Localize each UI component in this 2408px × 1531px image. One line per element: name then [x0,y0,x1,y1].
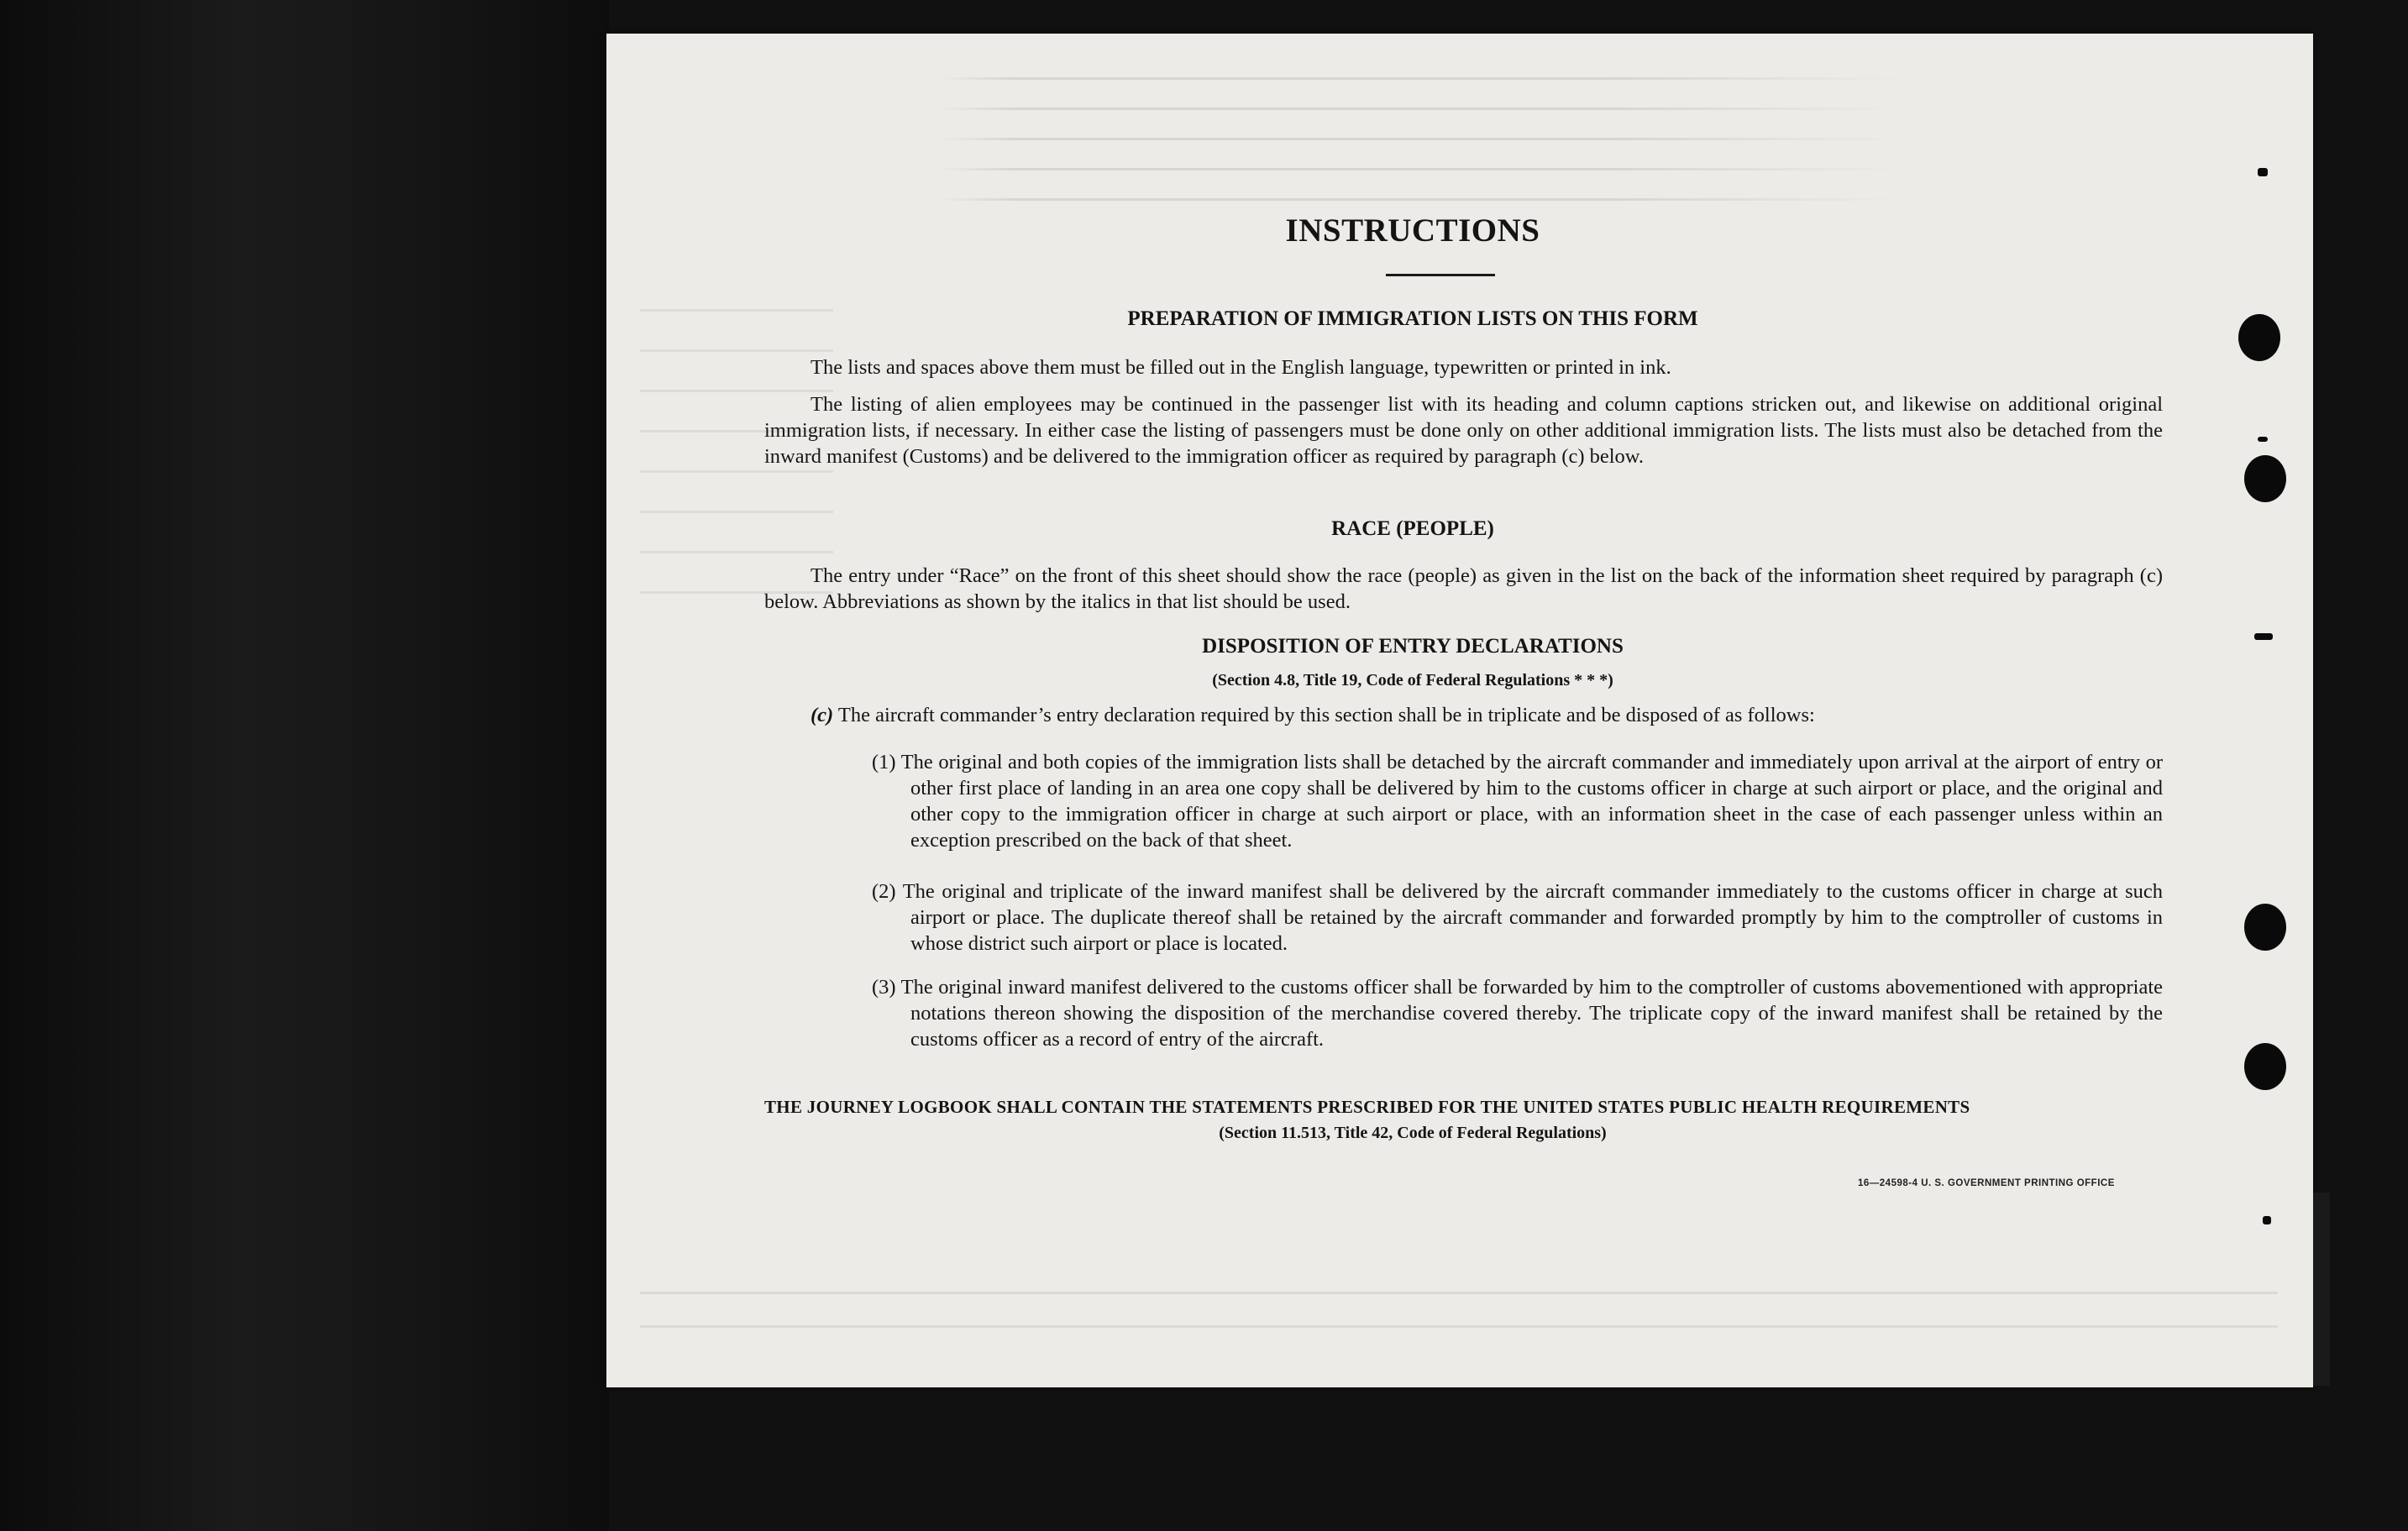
paragraph-c-intro [764,702,2163,728]
list-item [850,749,2163,853]
edge-mark [2258,168,2268,176]
paragraph-language: The lists and spaces above them must be filled out in the English language, typewritten or printed in ink. [811,356,1671,379]
paragraph-text: The aircraft commander’s entry declaration required by this section shall be in triplicate and be disposed of as follows: [837,704,1815,726]
footer-statement: THE JOURNEY LOGBOOK SHALL CONTAIN THE STATEMENTS PRESCRIBED FOR THE UNITED STATES PUBLIC HEALTH REQUIREMENTS [764,1097,1970,1117]
bleed-through-bottom [640,1277,2278,1352]
list-item-text: The original and both copies of the immigration lists shall be detached by the aircraft commander and immediately upon arrival at the airport of entry or other first place of landing in an area one copy shall be delivered by him to the customs officer in charge at such airport or place, and the original and other copy to the immigration officer in charge at such airport or place, with an information sheet in the case of each passenger unless within an exception prescribed on the back of that sheet. [900,751,2163,852]
punch-hole [2238,314,2280,361]
scanner-edge [2313,1193,2330,1386]
list-item-number: (2) [872,880,896,903]
list-item [850,974,2163,1052]
paragraph-race: The entry under “Race” on the front of this sheet should show the race (people) as given in the list on the back of the information sheet required by paragraph (c) below. Abbreviations as shown by the italics in that list should be used. [764,564,2163,613]
punch-hole [2244,904,2286,951]
list-item-number: (1) [872,751,896,773]
paragraph-label: (c) [811,704,834,726]
list-item-number: (3) [872,976,896,999]
edge-mark [2263,1216,2271,1224]
paragraph-alien-employees: The listing of alien employees may be continued in the passenger list with its heading and column captions stricken out, and likewise on additional original immigration lists, if necessary. In either case the listing of passengers must be done only on other additional immigration lists. The lists must also be detached from the inward manifest (Customs) and be delivered to the immigration officer as required by paragraph (c) below. [764,393,2163,468]
title-underline [1386,274,1495,276]
printer-imprint: 16—24598-4 U. S. GOVERNMENT PRINTING OFFICE [1858,1178,2115,1188]
punch-hole [2244,455,2286,502]
edge-mark [2258,437,2268,442]
punch-hole [2244,1043,2286,1090]
section-heading-race: RACE (PEOPLE) [1331,517,1494,540]
section-citation: (Section 4.8, Title 19, Code of Federal Regulations * * *) [1212,671,1613,689]
footer-citation: (Section 11.513, Title 42, Code of Federal Regulations) [1219,1124,1607,1142]
edge-mark [2254,633,2273,640]
section-heading-disposition: DISPOSITION OF ENTRY DECLARATIONS [1202,635,1624,658]
section-heading-preparation: PREPARATION OF IMMIGRATION LISTS ON THIS FORM [1127,307,1698,330]
bleed-through-top [938,59,1904,202]
document-page [606,34,2313,1387]
page-title: INSTRUCTIONS [1285,212,1540,249]
scanner-background-left [0,0,609,1531]
list-item [850,878,2163,957]
list-item-text: The original and triplicate of the inward manifest shall be delivered by the aircraft commander immediately to the customs officer in charge at such airport or place. The duplicate thereof shall be retained by the aircraft commander and forwarded promptly by him to the comptroller of customs in whose district such airport or place is located. [902,880,2163,955]
list-item-text: The original inward manifest delivered to the customs officer shall be forwarded by him to the comptroller of customs abovementioned with appropriate notations thereon showing the disposition of the merchandise covered thereby. The triplicate copy of the inward manifest shall be retained by the customs officer as a record of entry of the aircraft. [900,976,2164,1051]
